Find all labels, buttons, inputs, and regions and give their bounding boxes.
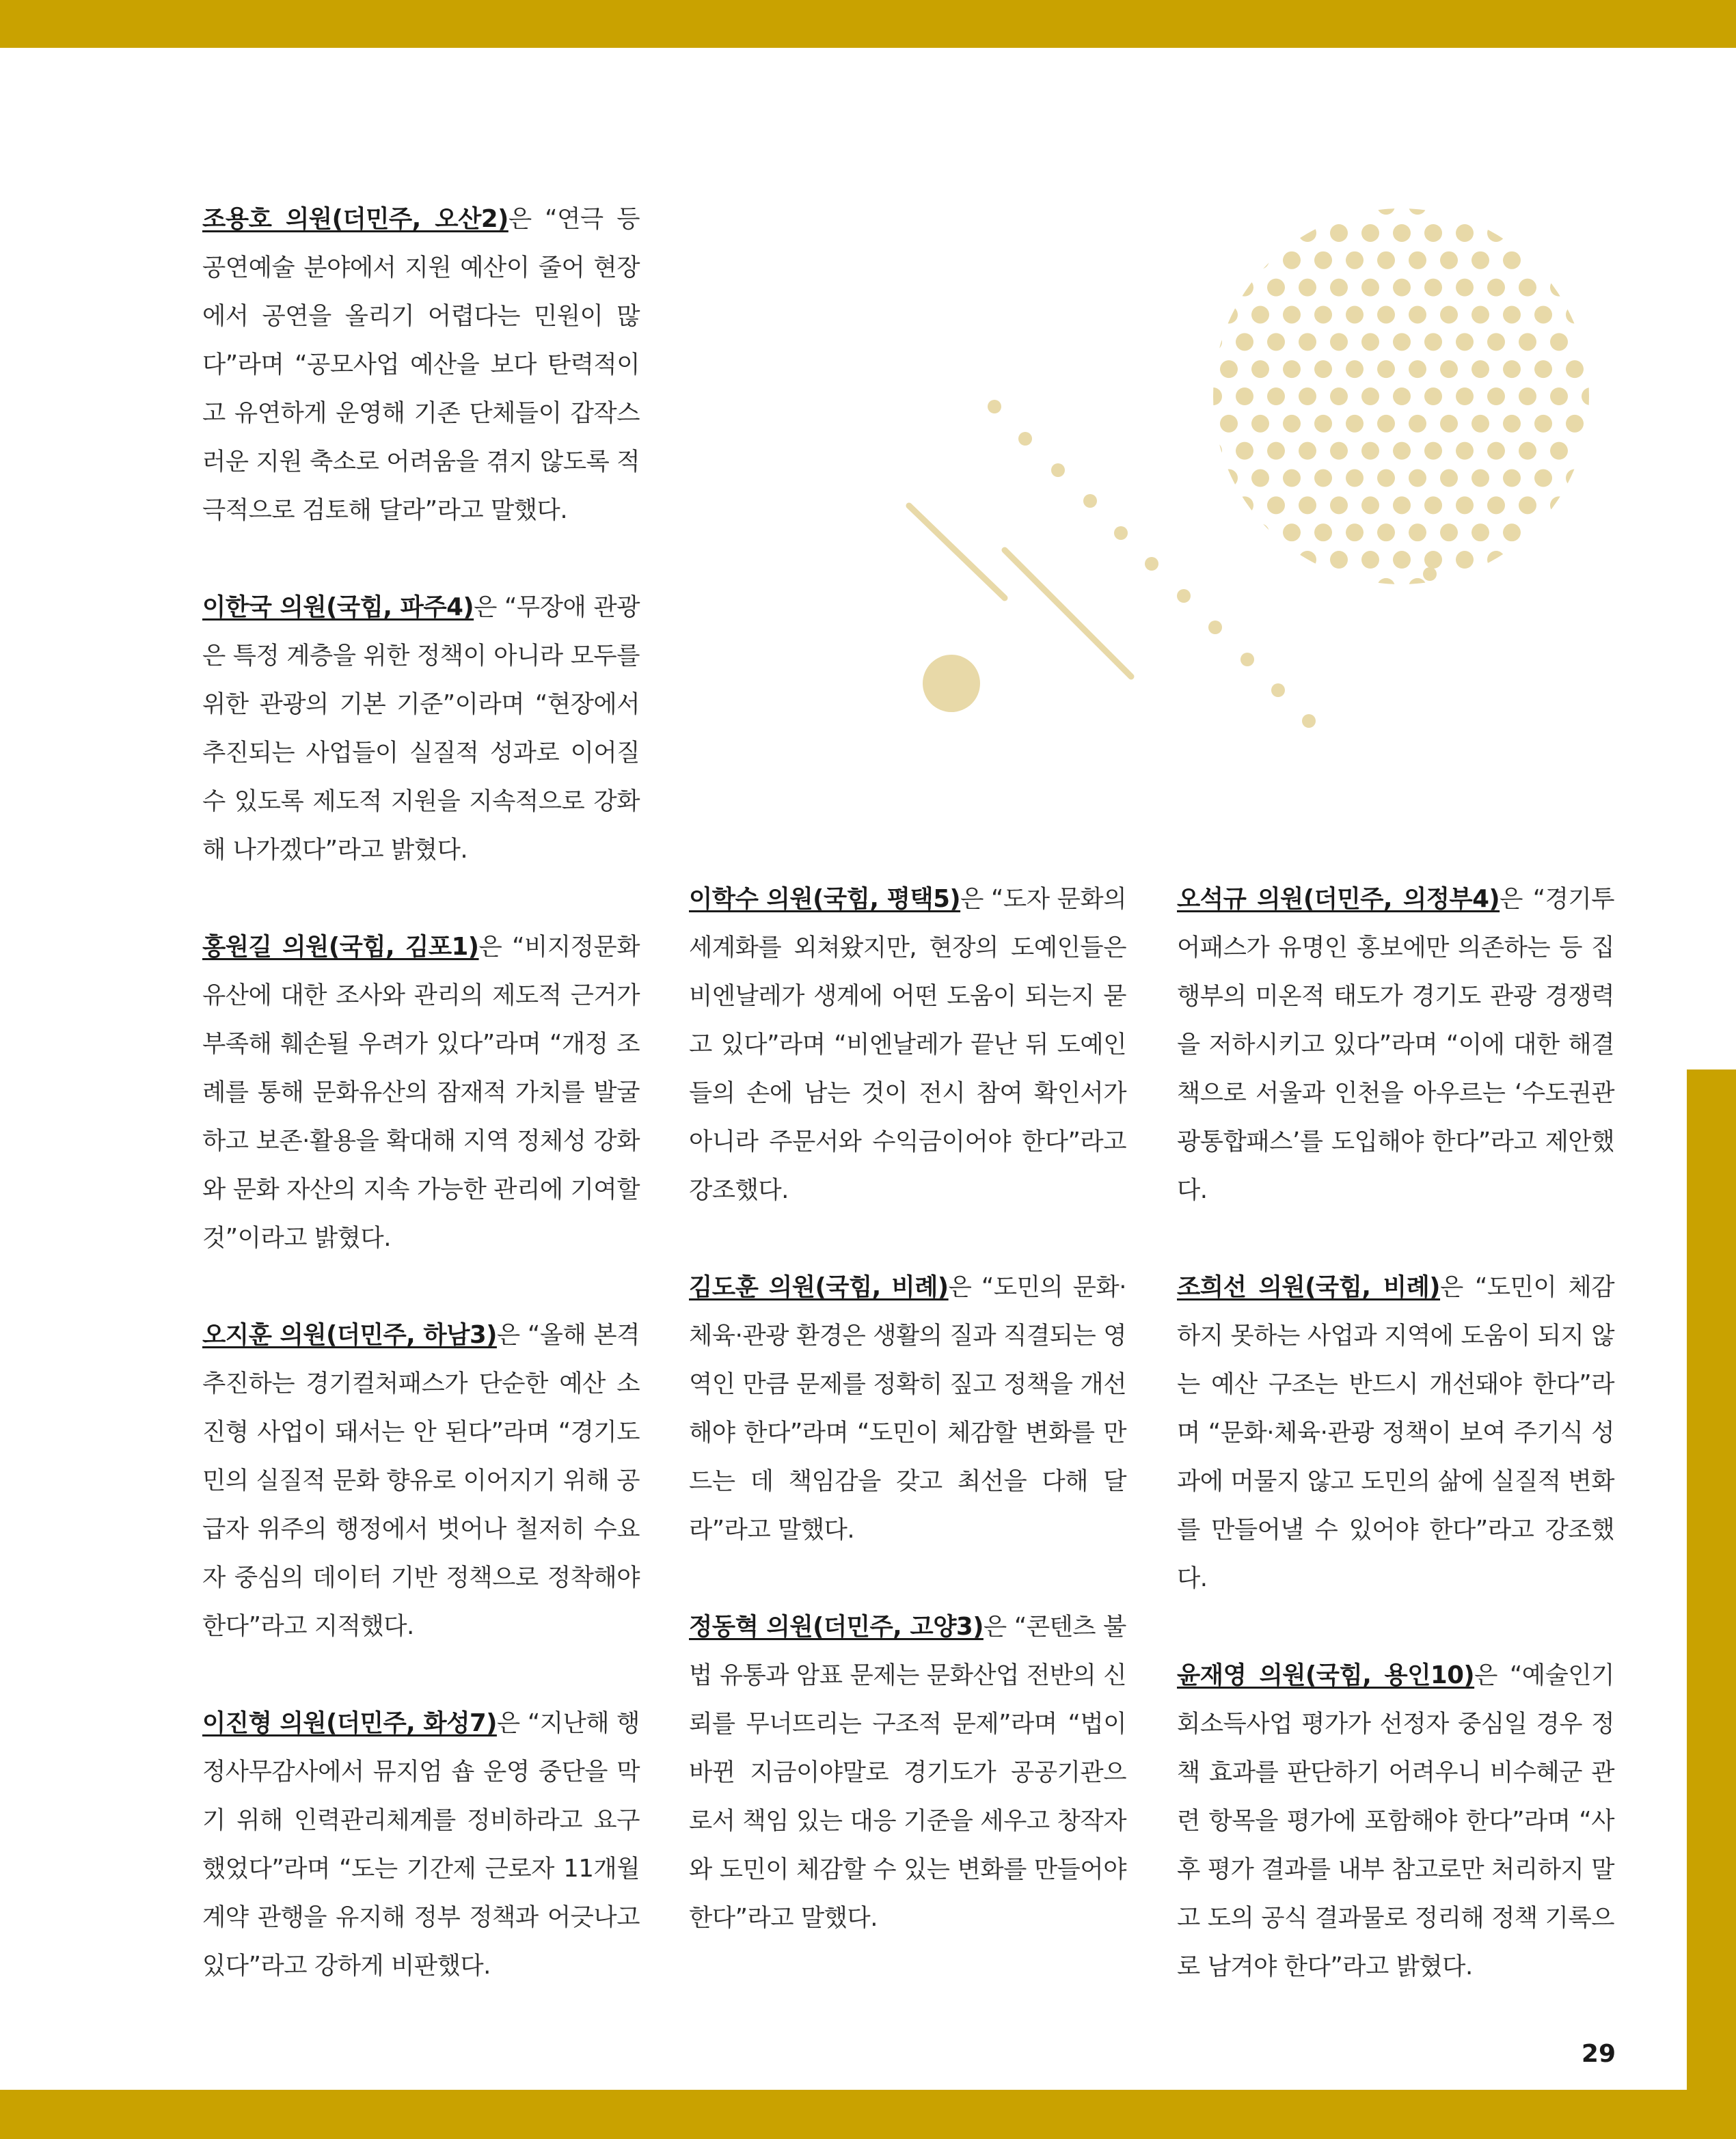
speaker-name: 윤재영 의원(국힘, 용인10) [1177,1661,1475,1689]
statement-text: 은 “무장애 관광은 특정 계층을 위한 정책이 아니라 모두를 위한 관광의 기본 기준”이라며 “현장에서 추진되는 사업들이 실질적 성과로 이어질 수 있도록 제도적 지원을 지속적으로 강화해 나가겠다”라고 밝혔다. [202,593,640,864]
statement-paragraph [202,195,640,534]
statement-text: 은 “도민의 문화·체육·관광 환경은 생활의 질과 직결되는 영역인 만큼 문제를 정확히 짚고 정책을 개선해야 한다”라며 “도민이 체감할 변화를 만드는 데 책임감을 갖고 최선을 다해 달라”라고 말했다. [689,1273,1126,1544]
column-left [202,195,640,1990]
statement-paragraph [1177,1651,1614,1991]
statement-text: 은 “연극 등 공연예술 분야에서 지원 예산이 줄어 현장에서 공연을 올리기 어렵다는 민원이 많다”라며 “공모사업 예산을 보다 탄력적이고 유연하게 운영해 기존 단체들이 갑작스러운 지원 축소로 어려움을 겪지 않도록 적극적으로 검토해 달라”라고 말했다. [202,205,640,524]
statement-text: 은 “비지정문화유산에 대한 조사와 관리의 제도적 근거가 부족해 훼손될 우려가 있다”라며 “개정 조례를 통해 문화유산의 잠재적 가치를 발굴하고 보존·활용을 확대해 지역 정체성 강화와 문화 자산의 지속 가능한 관리에 기여할 것”이라고 밝혔다. [202,933,640,1252]
statement-paragraph [689,875,1126,1214]
statement-paragraph [689,1603,1126,1942]
statement-paragraph [1177,1263,1614,1603]
speaker-name: 김도훈 의원(국힘, 비례) [689,1273,949,1301]
page-number: 29 [1581,2040,1616,2068]
speaker-name: 조용호 의원(더민주, 오산2) [202,205,508,233]
top-accent-bar [0,0,1736,48]
statement-paragraph [689,1263,1126,1554]
speaker-name: 정동혁 의원(더민주, 고양3) [689,1613,984,1641]
bottom-accent-bar [0,2090,1736,2139]
speaker-name: 오석규 의원(더민주, 의정부4) [1177,885,1500,913]
speaker-name: 이학수 의원(국힘, 평택5) [689,885,961,913]
statement-text: 은 “지난해 행정사무감사에서 뮤지엄 숍 운영 중단을 막기 위해 인력관리체계를 정비하라고 요구했었다”라며 “도는 기간제 근로자 11개월 계약 관행을 유지해 정부 정책과 어긋나고 있다”라고 강하게 비판했다. [202,1709,640,1980]
statement-text: 은 “도자 문화의 세계화를 외쳐왔지만, 현장의 도예인들은 비엔날레가 생계에 어떤 도움이 되는지 묻고 있다”라며 “비엔날레가 끝난 뒤 도예인들의 손에 남는 것이 전시 참여 확인서가 아니라 주문서와 수익금이어야 한다”라고 강조했다. [689,885,1126,1204]
statement-paragraph [202,583,640,874]
speaker-name: 홍원길 의원(국힘, 김포1) [202,933,479,961]
column-middle [689,875,1126,1942]
statement-text: 은 “도민이 체감하지 못하는 사업과 지역에 도움이 되지 않는 예산 구조는 반드시 개선돼야 한다”라며 “문화·체육·관광 정책이 보여 주기식 성과에 머물지 않고 도민의 삶에 실질적 변화를 만들어낼 수 있어야 한다”라고 강조했다. [1177,1273,1615,1592]
statement-text: 은 “경기투어패스가 유명인 홍보에만 의존하는 등 집행부의 미온적 태도가 경기도 관광 경쟁력을 저하시키고 있다”라며 “이에 대한 해결책으로 서울과 인천을 아우르는 ‘수도권관광통합패스’를 도입해야 한다”라고 제안했다. [1177,885,1614,1204]
column-right [1177,875,1614,1991]
decorative-graphic [889,178,1640,779]
statement-text: 은 “콘텐츠 불법 유통과 암표 문제는 문화산업 전반의 신뢰를 무너뜨리는 구조적 문제”라며 “법이 바뀐 지금이야말로 경기도가 공공기관으로서 책임 있는 대응 기준을 세우고 창작자와 도민이 체감할 수 있는 변화를 만들어야 한다”라고 말했다. [689,1613,1126,1932]
speaker-name: 이진형 의원(더민주, 화성7) [202,1709,497,1737]
statement-text: 은 “올해 본격 추진하는 경기컬처패스가 단순한 예산 소진형 사업이 돼서는 안 된다”라며 “경기도민의 실질적 문화 향유로 이어지기 위해 공급자 위주의 행정에서 벗어나 철저히 수요자 중심의 데이터 기반 정책으로 정착해야 한다”라고 지적했다. [202,1321,640,1640]
statement-paragraph [202,923,640,1262]
speaker-name: 조희선 의원(국힘, 비례) [1177,1273,1441,1301]
statement-text: 은 “예술인기회소득사업 평가가 선정자 중심일 경우 정책 효과를 판단하기 어려우니 비수혜군 관련 항목을 평가에 포함해야 한다”라며 “사후 평가 결과를 내부 참고로만 처리하지 말고 도의 공식 결과물로 정리해 정책 기록으로 남겨야 한다”라고 밝혔다. [1177,1661,1614,1980]
speaker-name: 이한국 의원(국힘, 파주4) [202,593,474,621]
statement-paragraph [202,1699,640,1990]
side-accent-bar [1687,1070,1736,2095]
statement-paragraph [202,1311,640,1650]
speaker-name: 오지훈 의원(더민주, 하남3) [202,1321,497,1349]
statement-paragraph [1177,875,1614,1214]
